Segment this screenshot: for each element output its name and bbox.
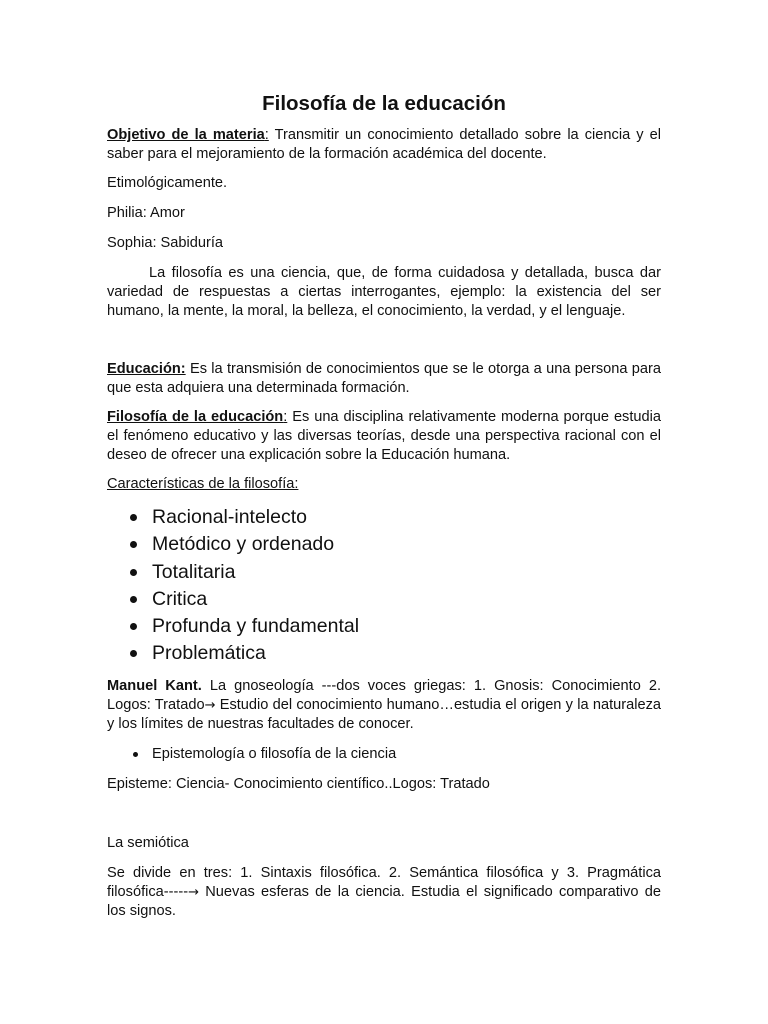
list-item bbox=[107, 559, 661, 586]
kant-text-2: Estudio del conocimiento humano…estudia el origen y la naturaleza y los límites de nuestras facultades de conocer. bbox=[107, 696, 661, 732]
bullet-icon bbox=[130, 541, 137, 548]
list-item bbox=[107, 745, 661, 764]
right-arrow-icon: → bbox=[204, 697, 216, 713]
list-item-text: Racional-intelecto bbox=[152, 506, 308, 528]
filosofia-educacion-label: Filosofía de la educación bbox=[107, 409, 284, 425]
caracteristicas-heading: Características de la filosofía: bbox=[107, 476, 299, 492]
semiotica-text-2: Nuevas esferas de la ciencia. Estudia el significado comparativo de los signos. bbox=[107, 883, 661, 919]
educacion-label: Educación: bbox=[107, 361, 186, 377]
objetivo-colon: : bbox=[264, 127, 269, 143]
list-item bbox=[107, 613, 661, 640]
list-item bbox=[107, 640, 661, 667]
list-item-text: Problemática bbox=[152, 642, 266, 665]
episteme-line: Episteme: Ciencia- Conocimiento científico..Logos: Tratado bbox=[107, 775, 490, 792]
list-item-text: Totalitaria bbox=[152, 560, 236, 583]
filosofia-definition: La filosofía es una ciencia, que, de forma cuidadosa y detallada, busca dar variedad de respuestas a ciertas interrogantes, ejemplo: la existencia del ser humano, la mente, la moral, la belleza, el conocimiento, la verdad, y el lenguaje. bbox=[107, 265, 661, 319]
bullet-icon bbox=[130, 623, 137, 630]
bullet-icon bbox=[133, 752, 138, 757]
right-arrow-icon: → bbox=[188, 884, 199, 900]
filosofia-educacion-colon: : bbox=[283, 409, 288, 425]
semiotica-paragraph bbox=[107, 864, 661, 921]
kant-paragraph bbox=[107, 677, 661, 734]
etimologicamente-line: Etimológicamente. bbox=[107, 175, 228, 191]
bullet-icon bbox=[130, 569, 137, 576]
list-item bbox=[107, 531, 661, 558]
educacion-text: Es la transmisión de conocimientos que se le otorga a una persona para que esta adquiera una determinada formación. bbox=[107, 361, 661, 396]
objetivo-label: Objetivo de la materia bbox=[107, 127, 265, 143]
semiotica-heading: La semiótica bbox=[107, 834, 189, 851]
caracteristicas-list bbox=[107, 504, 661, 668]
filosofia-educacion-paragraph bbox=[107, 408, 661, 465]
bullet-icon bbox=[130, 514, 137, 521]
list-item-text: Critica bbox=[152, 587, 208, 610]
bullet-icon bbox=[130, 650, 137, 657]
educacion-paragraph bbox=[107, 360, 661, 398]
objetivo-text: Transmitir un conocimiento detallado sobre la ciencia y el saber para el mejoramiento de la formación académica del docente. bbox=[107, 127, 661, 162]
kant-name: Manuel Kant. bbox=[107, 677, 202, 694]
kant-text-1: La gnoseología ---dos voces griegas: 1. Gnosis: Conocimiento 2. Logos: Tratado bbox=[107, 677, 662, 713]
list-item bbox=[107, 586, 661, 613]
document-page bbox=[107, 90, 661, 921]
bullet-icon bbox=[130, 596, 137, 603]
objetivo-paragraph bbox=[107, 126, 661, 164]
filosofia-educacion-text: Es una disciplina relativamente moderna porque estudia el fenómeno educativo y las diversas teorías, desde una perspectiva racional con el deseo de ofrecer una explicación sobre la Educación humana. bbox=[107, 409, 661, 463]
philia-line: Philia: Amor bbox=[107, 205, 185, 221]
list-item-text: Metódico y ordenado bbox=[152, 533, 335, 556]
epistemologia-list bbox=[107, 745, 661, 764]
list-item-text: Profunda y fundamental bbox=[152, 615, 360, 638]
sophia-line: Sophia: Sabiduría bbox=[107, 235, 224, 251]
page-title: Filosofía de la educación bbox=[262, 92, 506, 115]
list-item bbox=[107, 504, 661, 531]
semiotica-text-1: Se divide en tres: 1. Sintaxis filosófica. 2. Semántica filosófica y 3. Pragmática filosófica----- bbox=[107, 864, 661, 900]
epistemologia-item-text: Epistemología o filosofía de la ciencia bbox=[152, 745, 397, 762]
